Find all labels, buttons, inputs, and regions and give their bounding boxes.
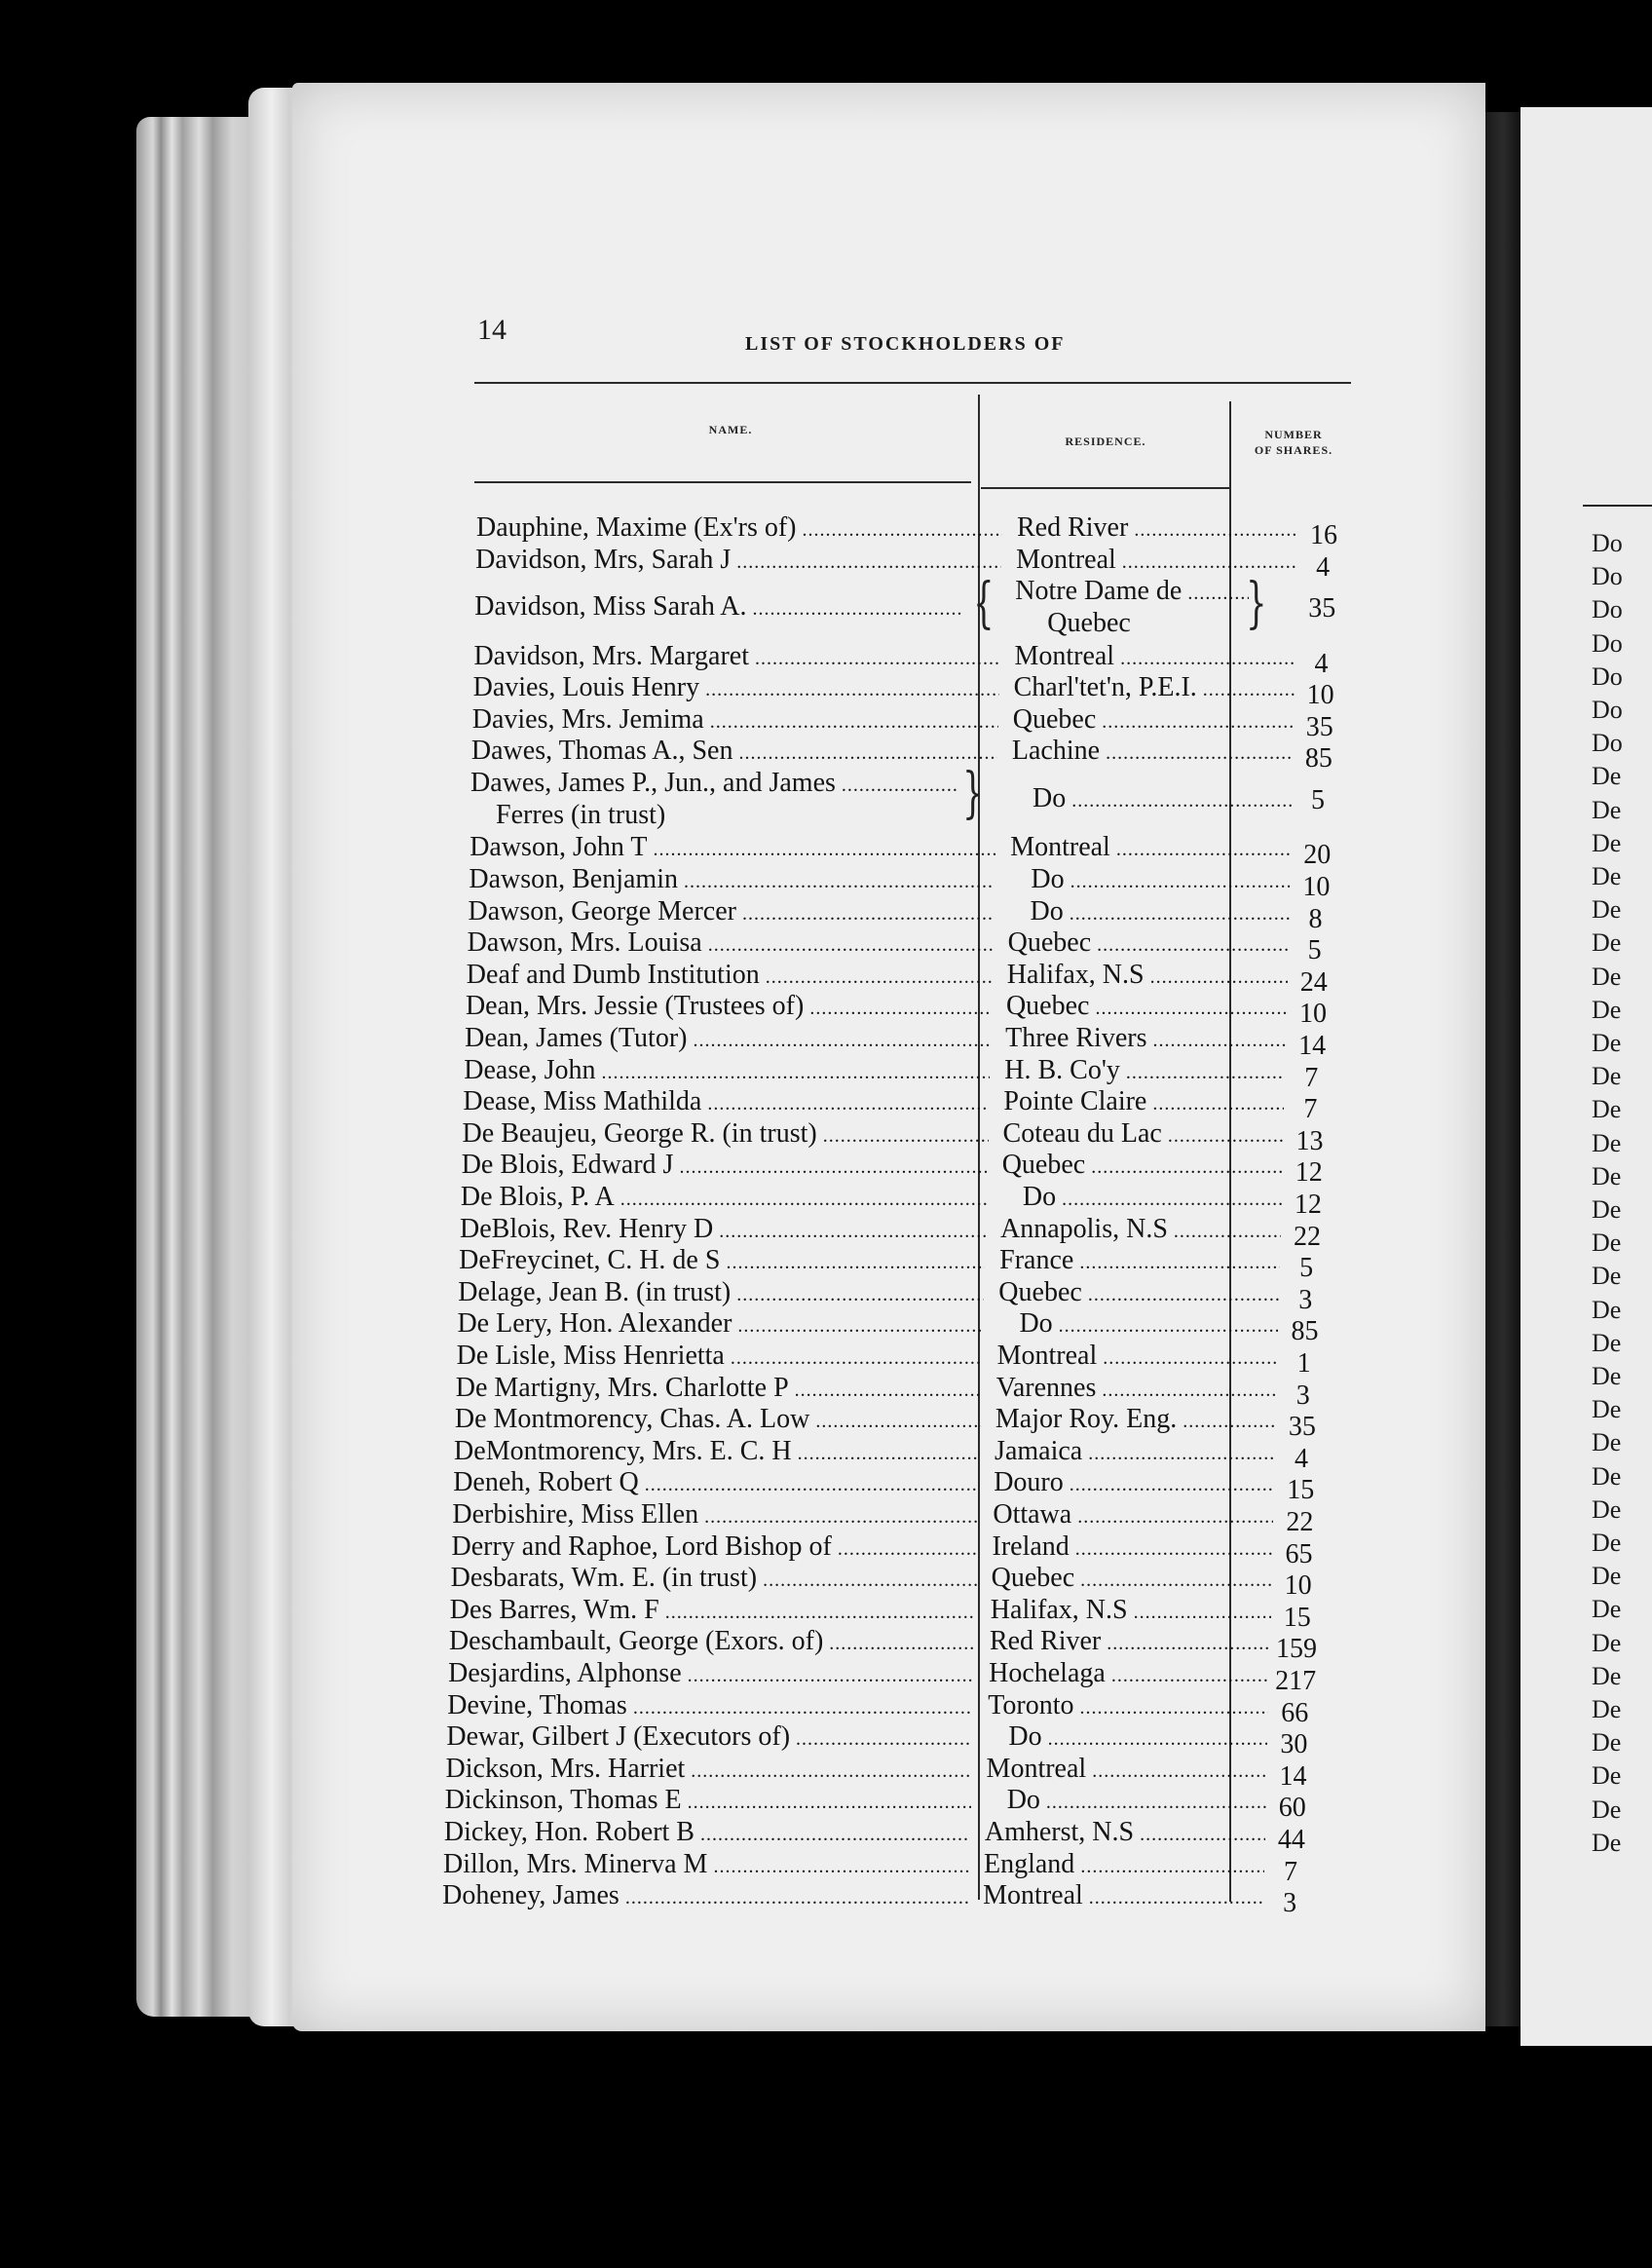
- stockholder-residence: Three Rivers .....: [1005, 1022, 1286, 1057]
- table-row: [471, 703, 1378, 742]
- table-row: [473, 640, 1379, 679]
- stockholder-name: De Martigny, Mrs. Charlotte P .....: [456, 1372, 982, 1407]
- stockholder-name: Deaf and Dumb Institution .....: [467, 959, 993, 994]
- stockholder-residence: Annapolis, N.S .....: [1000, 1213, 1281, 1248]
- stockholder-name: Devine, Thomas .....: [447, 1689, 973, 1724]
- stockholder-name: Des Barres, Wm. F .....: [450, 1594, 976, 1629]
- facing-page-letter: De: [1592, 1161, 1622, 1191]
- stockholder-residence: Quebec .....: [1006, 990, 1287, 1025]
- share-count: 24: [1299, 966, 1328, 998]
- stockholder-name: Deschambault, George (Exors. of) .....: [449, 1625, 975, 1660]
- share-count: 85: [1291, 1316, 1319, 1347]
- share-count: 35: [1288, 1412, 1316, 1443]
- stockholder-residence: Charl'tet'n, P.E.I. .....: [1014, 671, 1295, 706]
- stockholder-name: Dawes, James P., Jun., and James .....: [470, 767, 957, 802]
- facing-page-rule: [1583, 505, 1652, 507]
- stockholder-name: Davidson, Mrs, Sarah J .....: [475, 544, 1001, 579]
- table-row: [472, 671, 1379, 711]
- share-count: 10: [1298, 999, 1327, 1030]
- share-count: 44: [1277, 1825, 1305, 1855]
- stockholder-name: Davies, Louis Henry .....: [473, 671, 999, 706]
- facing-page-letter: De: [1592, 1761, 1622, 1791]
- share-count: 8: [1308, 903, 1323, 934]
- share-count: 30: [1280, 1729, 1308, 1760]
- table-row: [470, 762, 1376, 830]
- share-count: 15: [1283, 1602, 1311, 1633]
- stockholder-name: Davies, Mrs. Jemima .....: [472, 703, 998, 738]
- stockholder-name: Dease, John .....: [464, 1054, 990, 1089]
- table-row: [445, 1753, 1352, 1792]
- table-row: [465, 1022, 1370, 1061]
- table-row: [454, 1403, 1361, 1443]
- stockholder-residence: England .....: [984, 1848, 1264, 1883]
- stockholder-residence: Do .....: [1009, 863, 1290, 898]
- stockholder-residence: Ottawa .....: [993, 1498, 1273, 1533]
- table-row: [460, 1181, 1367, 1220]
- facing-page-letter: De: [1592, 828, 1622, 857]
- facing-page-letter: Do: [1592, 595, 1623, 624]
- table-row: [448, 1625, 1355, 1665]
- table-row: [446, 1720, 1352, 1760]
- stockholder-residence: Pointe Claire .....: [1003, 1085, 1284, 1120]
- stockholder-residence: Quebec .....: [1013, 703, 1294, 738]
- facing-page-letter: De: [1592, 1128, 1622, 1157]
- stockholder-residence: Montreal .....: [987, 1753, 1267, 1788]
- table-row: [444, 1784, 1351, 1824]
- table-row: [464, 1054, 1370, 1093]
- header-bottom-rule-residence: [981, 487, 1229, 489]
- column-header-residence: RESIDENCE.: [1065, 435, 1146, 448]
- stockholder-name: Dawson, Mrs. Louisa .....: [468, 926, 994, 962]
- stockholder-name: De Lisle, Miss Henrietta .....: [457, 1340, 983, 1375]
- share-count: 5: [1311, 785, 1326, 815]
- stockholder-residence: Varennes .....: [996, 1372, 1277, 1407]
- stockholder-name: DeBlois, Rev. Henry D .....: [460, 1213, 986, 1248]
- stockholder-residence: Red River .....: [1017, 511, 1297, 547]
- stockholder-name: Dillon, Mrs. Minerva M .....: [443, 1848, 969, 1883]
- facing-page-letter: De: [1592, 1661, 1622, 1690]
- share-count: 10: [1284, 1570, 1312, 1602]
- share-count: 14: [1298, 1031, 1327, 1061]
- stockholder-name: Derbishire, Miss Ellen .....: [452, 1498, 978, 1533]
- stockholder-residence: Do .....: [997, 1307, 1278, 1342]
- stockholder-residence: Do .....: [1001, 1181, 1282, 1216]
- share-count: 7: [1304, 1062, 1319, 1093]
- page-number: 14: [477, 314, 507, 346]
- stockholder-residence: Montreal .....: [1010, 831, 1291, 866]
- stockholder-residence: Do .....: [1009, 895, 1290, 930]
- facing-page-letter: De: [1592, 1195, 1622, 1224]
- table-row: [457, 1307, 1363, 1347]
- stockholder-name: De Beaujeu, George R. (in trust) .....: [463, 1117, 989, 1153]
- stockholder-residence: Toronto .....: [988, 1689, 1268, 1724]
- stockholder-name: Dean, James (Tutor) .....: [465, 1022, 991, 1057]
- share-count: 10: [1306, 680, 1334, 711]
- stockholder-name: Dickson, Mrs. Harriet .....: [446, 1753, 972, 1788]
- stockholder-name: De Lery, Hon. Alexander .....: [457, 1307, 983, 1342]
- facing-page-letter: De: [1592, 1828, 1622, 1857]
- stockholder-residence: Notre Dame de .....: [1015, 575, 1249, 610]
- table-row: [466, 959, 1372, 998]
- stockholder-residence: Do .....: [987, 1720, 1267, 1756]
- share-count: 14: [1279, 1760, 1307, 1792]
- table-row: [442, 1879, 1348, 1919]
- stockholder-residence: Montreal .....: [1014, 640, 1295, 675]
- facing-page-letter: De: [1592, 762, 1622, 791]
- share-count: 4: [1314, 648, 1329, 679]
- share-count: 3: [1298, 1284, 1313, 1315]
- facing-page-letter: De: [1592, 1695, 1622, 1723]
- brace-glyph: }: [962, 762, 984, 825]
- stockholder-residence: Jamaica .....: [995, 1435, 1275, 1470]
- share-count: 35: [1305, 711, 1333, 742]
- stockholder-name: Davidson, Mrs. Margaret .....: [473, 640, 999, 675]
- stockholder-name: DeFreycinet, C. H. de S .....: [459, 1244, 985, 1279]
- stockholder-residence: Halifax, N.S .....: [1007, 959, 1288, 994]
- stockholder-residence: Red River .....: [990, 1625, 1270, 1660]
- facing-page-letter: De: [1592, 1362, 1622, 1390]
- stockholder-residence: Montreal .....: [1016, 544, 1296, 579]
- stockholder-name: Delage, Jean B. (in trust) .....: [458, 1276, 984, 1311]
- facing-page-letter: De: [1592, 1428, 1622, 1457]
- share-count: 22: [1286, 1507, 1314, 1537]
- facing-page-letter: De: [1592, 1595, 1622, 1624]
- table-row: [476, 511, 1382, 550]
- facing-page-letter: De: [1592, 1628, 1622, 1657]
- stockholder-name: Dickinson, Thomas E .....: [445, 1784, 971, 1819]
- stockholder-name: Desjardins, Alphonse .....: [448, 1657, 974, 1692]
- facing-page-letter: De: [1592, 1262, 1622, 1291]
- share-count: 5: [1299, 1253, 1314, 1284]
- stockholder-residence: Quebec .....: [1008, 926, 1289, 962]
- column-header-shares-line2: OF SHARES.: [1254, 443, 1333, 458]
- facing-page-letter: Do: [1592, 662, 1623, 691]
- table-row: [459, 1244, 1365, 1284]
- facing-page-letter: Do: [1592, 696, 1623, 724]
- stockholder-name: Dawes, Thomas A., Sen .....: [471, 735, 997, 770]
- stockholder-name: Dewar, Gilbert J (Executors of) .....: [446, 1720, 972, 1756]
- facing-page: [1521, 107, 1652, 2046]
- table-row: [461, 1149, 1368, 1189]
- table-row: [453, 1466, 1359, 1506]
- facing-page-letter: De: [1592, 1095, 1622, 1124]
- stockholder-name: Deneh, Robert Q .....: [453, 1466, 979, 1501]
- table-row: [443, 1848, 1349, 1887]
- stockholder-residence: Quebec .....: [998, 1276, 1279, 1311]
- facing-page-letter: De: [1592, 995, 1622, 1024]
- table-row: [468, 895, 1374, 934]
- facing-page-letter: De: [1592, 1228, 1622, 1258]
- brace-glyph: {: [973, 572, 995, 636]
- share-count: 60: [1278, 1793, 1306, 1824]
- table-row: [458, 1276, 1364, 1315]
- share-count: 10: [1302, 872, 1331, 902]
- table-row: [456, 1340, 1363, 1379]
- table-row: [455, 1372, 1362, 1411]
- table-row: [465, 990, 1371, 1030]
- facing-page-letter: De: [1592, 1728, 1622, 1758]
- facing-page-letter: De: [1592, 1062, 1622, 1091]
- share-count: 22: [1294, 1221, 1321, 1252]
- facing-page-letter: De: [1592, 1494, 1622, 1524]
- table-row: [451, 1531, 1358, 1569]
- table-row: [443, 1816, 1350, 1855]
- share-count: 7: [1303, 1094, 1318, 1125]
- stockholder-residence: Amherst, N.S .....: [985, 1816, 1265, 1851]
- stockholder-name: DeMontmorency, Mrs. E. C. H .....: [454, 1435, 980, 1470]
- facing-page-letter: De: [1592, 928, 1622, 958]
- facing-page-letter: De: [1592, 1529, 1622, 1557]
- facing-page-letter: De: [1592, 1795, 1622, 1824]
- stockholder-residence: Quebec .....: [1002, 1149, 1283, 1184]
- stockholder-name: De Blois, Edward J .....: [462, 1149, 988, 1184]
- facing-page-letter: De: [1592, 962, 1622, 991]
- stockholder-residence: Coteau du Lac .....: [1003, 1117, 1284, 1153]
- brace-glyph: }: [1246, 572, 1267, 636]
- facing-page-letter: De: [1592, 862, 1622, 890]
- share-count: 7: [1284, 1856, 1297, 1887]
- share-count: 159: [1275, 1634, 1317, 1665]
- table-row: [463, 1085, 1369, 1125]
- column-header-shares: [1235, 427, 1352, 458]
- share-count: 1: [1296, 1348, 1311, 1379]
- table-row: [460, 1213, 1366, 1252]
- stockholder-residence: Lachine .....: [1012, 735, 1293, 770]
- share-count: 217: [1275, 1666, 1317, 1696]
- facing-page-letter: Do: [1592, 562, 1623, 591]
- column-header-name: NAME.: [708, 423, 753, 436]
- stockholder-residence: Do .....: [986, 1784, 1266, 1819]
- share-count: 3: [1283, 1888, 1297, 1919]
- table-row: [448, 1657, 1354, 1696]
- table-row: [447, 1689, 1353, 1728]
- table-row: [452, 1498, 1358, 1537]
- share-count: 4: [1316, 551, 1331, 583]
- stockholder-name: Dawson, John T .....: [469, 831, 995, 866]
- table-row: [469, 831, 1375, 871]
- facing-page-letter: De: [1592, 1461, 1622, 1491]
- stockholder-residence: Do .....: [1011, 782, 1292, 817]
- stockholder-name: Dawson, George Mercer .....: [469, 895, 995, 930]
- share-count: 85: [1304, 743, 1333, 775]
- facing-page-letter: De: [1592, 1295, 1622, 1324]
- share-count: 4: [1295, 1443, 1309, 1474]
- stockholder-residence: Montreal .....: [997, 1340, 1278, 1375]
- facing-page-letter: Do: [1592, 529, 1623, 557]
- share-count: 12: [1295, 1157, 1323, 1189]
- stockholder-name: Desbarats, Wm. E. (in trust) .....: [451, 1562, 977, 1597]
- stockholder-name: Dean, Mrs. Jessie (Trustees of) .....: [466, 990, 992, 1025]
- table-row: [454, 1435, 1360, 1474]
- stockholder-residence: Ireland .....: [993, 1531, 1273, 1566]
- stockholder-residence: France .....: [999, 1244, 1280, 1279]
- share-count: 5: [1307, 935, 1322, 966]
- facing-page-letter: De: [1592, 1395, 1622, 1424]
- stockholder-name: Derry and Raphoe, Lord Bishop of .....: [452, 1531, 978, 1566]
- facing-page-letter: Do: [1592, 729, 1623, 758]
- stockholder-residence: Hochelaga .....: [989, 1657, 1269, 1692]
- stockholder-name: Doheney, James .....: [442, 1879, 968, 1914]
- stockholder-name-continued: Ferres (in trust): [496, 800, 666, 830]
- header-bottom-rule: [474, 481, 971, 483]
- stockholder-residence: Montreal .....: [983, 1879, 1263, 1914]
- share-count: 13: [1295, 1125, 1324, 1156]
- running-head: LIST OF STOCKHOLDERS OF: [745, 333, 1066, 355]
- stockholder-name: Dickey, Hon. Robert B .....: [444, 1816, 970, 1851]
- share-count: 66: [1281, 1697, 1309, 1728]
- table-row: [467, 926, 1373, 966]
- stockholder-name: De Montmorency, Chas. A. Low .....: [455, 1403, 981, 1438]
- facing-page-letter: De: [1592, 795, 1622, 824]
- book-gutter: [1485, 112, 1521, 2026]
- table-row: [469, 863, 1374, 902]
- share-count: 3: [1295, 1380, 1310, 1411]
- facing-page-letter: De: [1592, 1328, 1622, 1357]
- stockholder-name: Dawson, Benjamin .....: [469, 863, 995, 898]
- column-header-shares-line1: NUMBER: [1264, 428, 1323, 441]
- table-row: [462, 1117, 1369, 1156]
- share-count: 15: [1287, 1475, 1315, 1506]
- stockholder-name: Dease, Miss Mathilda .....: [463, 1085, 989, 1120]
- stockholder-name: De Blois, P. A .....: [461, 1181, 987, 1216]
- facing-page-letter: De: [1592, 1562, 1622, 1591]
- facing-page-letter: De: [1592, 895, 1622, 925]
- table-row: [450, 1562, 1357, 1602]
- table-row: [470, 735, 1377, 775]
- share-count: 20: [1303, 840, 1332, 871]
- share-count: 12: [1294, 1190, 1322, 1220]
- table-row: [474, 572, 1380, 639]
- share-count: 35: [1308, 593, 1336, 624]
- stockholder-residence: Major Roy. Eng. .....: [995, 1403, 1276, 1438]
- stockholder-residence: Douro .....: [994, 1466, 1274, 1501]
- facing-page-letter: De: [1592, 1029, 1622, 1057]
- stockholder-residence: Quebec .....: [992, 1562, 1272, 1597]
- stockholder-name: Dauphine, Maxime (Ex'rs of) .....: [476, 511, 1002, 547]
- stockholder-residence: Halifax, N.S .....: [991, 1594, 1271, 1629]
- stockholder-residence: H. B. Co'y .....: [1004, 1054, 1285, 1089]
- table-row: [449, 1594, 1356, 1633]
- share-count: 16: [1310, 520, 1337, 550]
- facing-page-letter: Do: [1592, 628, 1623, 658]
- table-top-rule: [474, 382, 1351, 384]
- stockholder-residence-continued: Quebec: [1047, 608, 1131, 639]
- stockholder-name: Davidson, Miss Sarah A. .....: [474, 590, 961, 625]
- share-count: 65: [1285, 1538, 1313, 1569]
